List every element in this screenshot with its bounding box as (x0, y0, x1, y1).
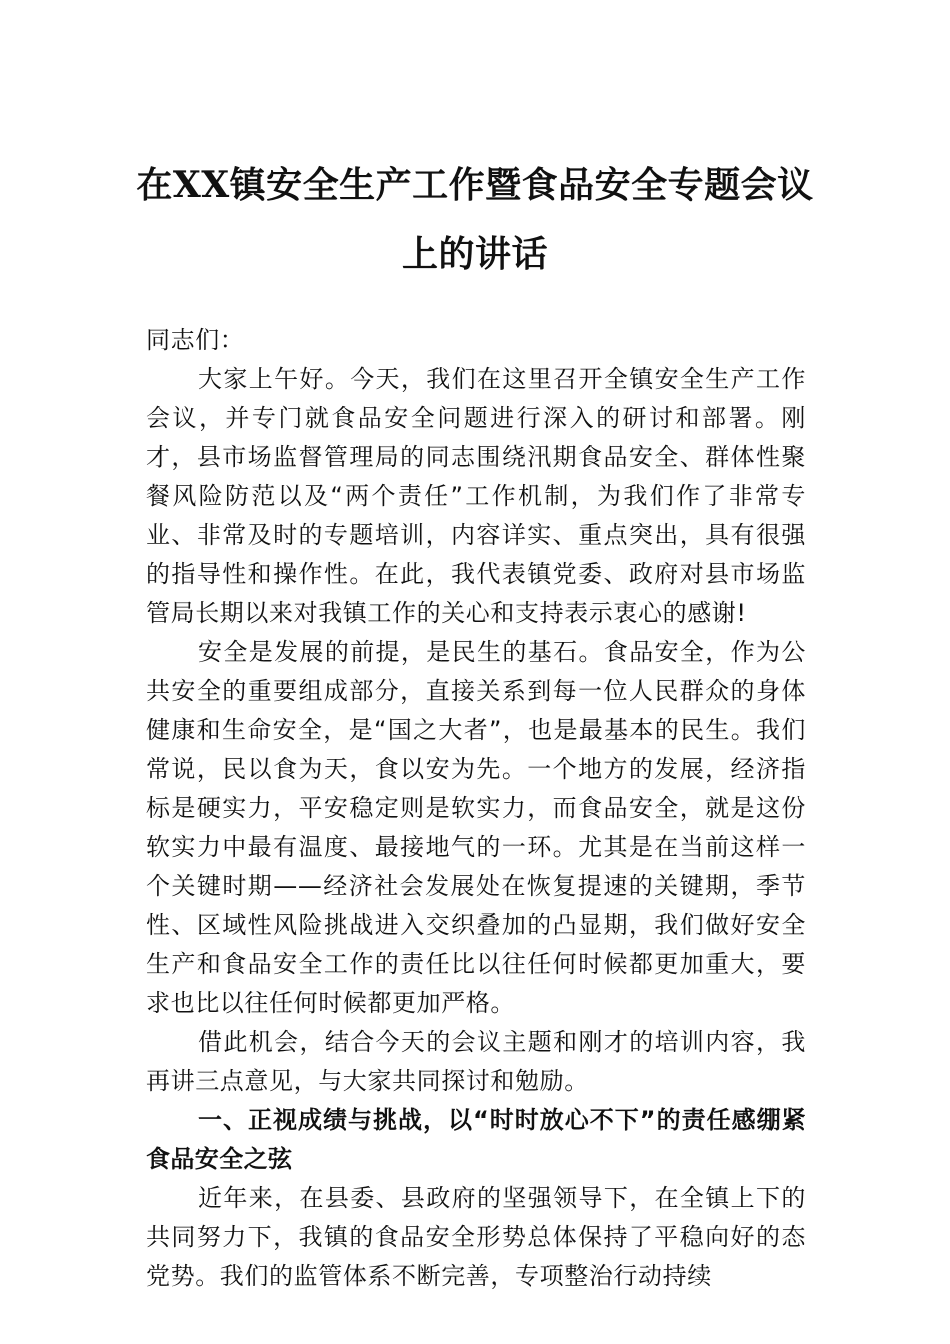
section-one-paragraph: 近年来，在县委、县政府的坚强领导下，在全镇上下的共同努力下，我镇的食品安全形势总体保持了平稳向好的态党势。我们的监管体系不断完善，专项整治行动持续 (146, 1184, 806, 1290)
section-heading-one: 一、正视成绩与挑战，以“时时放心不下”的责任感绷紧食品安全之弦 (146, 1106, 806, 1173)
salutation: 同志们： (146, 326, 245, 354)
document-title-line-2: 上的讲话 (401, 233, 548, 275)
document-title-line-1: 在XX镇安全生产工作暨食品安全专题会议 (136, 164, 814, 206)
paragraph-three-points: 借此机会，结合今天的会议主题和刚才的培训内容，我再讲三点意见，与大家共同探讨和勉励。 (146, 1028, 806, 1095)
paragraph-opening: 大家上午好。今天，我们在这里召开全镇安全生产工作会议，并专门就食品安全问题进行深入的研讨和部署。刚才，县市场监督管理局的同志围绕汛期食品安全、群体性聚餐风险防范以及“两个责任”工作机制，为我们作了非常专业、非常及时的专题培训，内容详实、重点突出，具有很强的指导性和操作性。在此，我代表镇党委、政府对县市场监管局长期以来对我镇工作的关心和支持表示衷心的感谢! (146, 365, 806, 627)
document-body (146, 321, 806, 1296)
paragraph-safety-importance: 安全是发展的前提，是民生的基石。食品安全，作为公共安全的重要组成部分，直接关系到每一位人民群众的身体健康和生命安全，是“国之大者”，也是最基本的民生。我们常说，民以食为天，食以安为先。一个地方的发展，经济指标是硬实力，平安稳定则是软实力，而食品安全，就是这份软实力中最有温度、最接地气的一环。尤其是在当前这样一个关键时期——经济社会发展处在恢复提速的关键期，季节性、区域性风险挑战进入交织叠加的凸显期，我们做好安全生产和食品安全工作的责任比以往任何时候都更加重大，要求也比以往任何时候都更加严格。 (146, 638, 806, 1017)
